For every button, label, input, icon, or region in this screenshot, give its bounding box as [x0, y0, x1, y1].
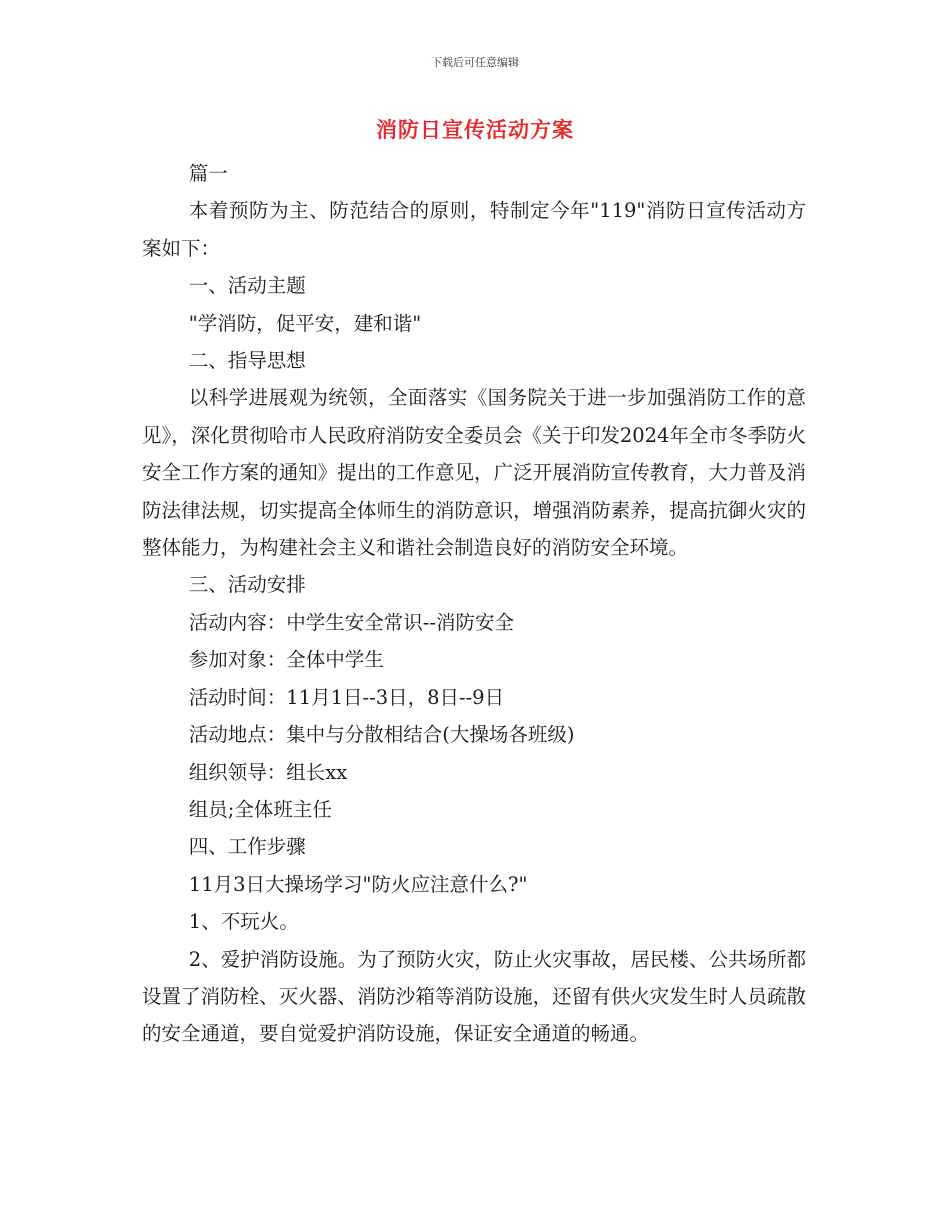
- activity-content: 活动内容：中学生安全常识--消防安全: [188, 610, 514, 634]
- participants: 参加对象：全体中学生: [188, 648, 384, 672]
- theme-slogan: "学消防，促平安，建和谐": [188, 311, 422, 335]
- work-step-date: 11月3日大操场学习"防火应注意什么?": [188, 872, 528, 896]
- list-item-1: 1、不玩火。: [188, 910, 299, 934]
- activity-location: 活动地点：集中与分散相结合(大操场各班级): [188, 723, 575, 747]
- heading-guiding-ideology: 二、指导思想: [188, 349, 306, 373]
- guiding-ideology-paragraph: 以科学进展观为统领，全面落实《国务院关于进一步加强消防工作的意见》，深化贯彻哈市人民政府消防安全委员会《关于印发2024年全市冬季防火安全工作方案的通知》提出的工作意见，广泛开展消防宣传教育，大力普及消防法律法规，切实提高全体师生的消防意识，增强消防素养，提高抗御火灾的整体能力，为构建社会主义和谐社会制造良好的消防安全环境。: [142, 386, 806, 560]
- activity-time: 活动时间：11月1日--3日，8日--9日: [188, 685, 505, 709]
- organizing-leader: 组织领导：组长xx: [188, 760, 348, 784]
- heading-activity-theme: 一、活动主题: [188, 274, 306, 298]
- section-label: 篇一: [188, 162, 228, 185]
- team-members: 组员;全体班主任: [188, 797, 332, 821]
- document-body: [142, 155, 806, 1053]
- document-title: 消防日宣传活动方案: [376, 118, 574, 142]
- list-item-2: 2、爱护消防设施。为了预防火灾，防止火灾事故，居民楼、公共场所都设置了消防栓、灭火器、消防沙箱等消防设施，还留有供火灾发生时人员疏散的安全通道，要自觉爱护消防设施，保证安全通道的畅通。: [142, 947, 806, 1046]
- heading-work-steps: 四、工作步骤: [188, 835, 306, 859]
- header-note: 下载后可任意编辑: [431, 56, 519, 69]
- heading-activity-arrangement: 三、活动安排: [188, 573, 306, 597]
- intro-paragraph: 本着预防为主、防范结合的原则，特制定今年"119"消防日宣传活动方案如下：: [142, 199, 806, 260]
